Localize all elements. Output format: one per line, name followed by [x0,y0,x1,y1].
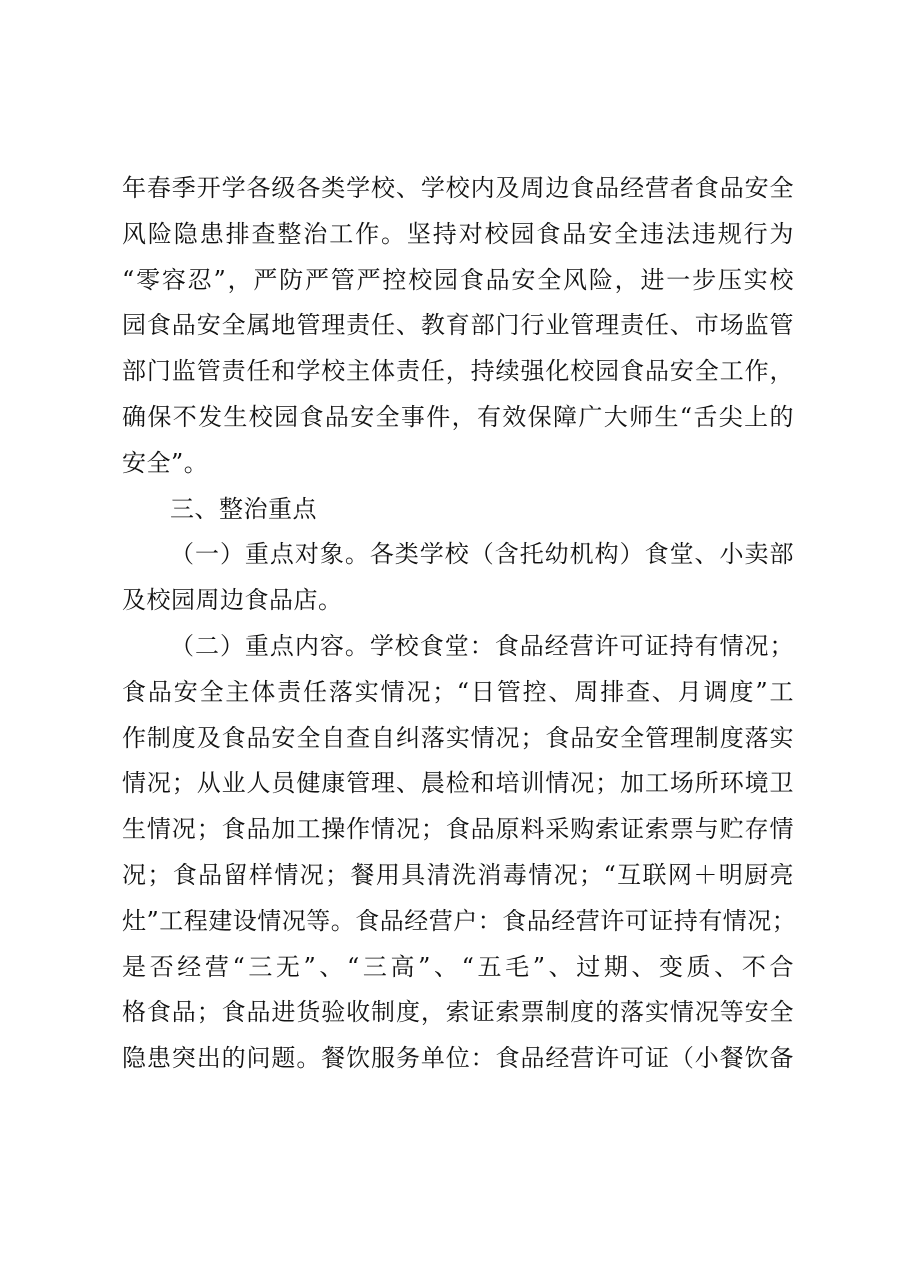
text-line: 作制度及食品安全自查自纠落实情况；食品安全管理制度落实 [122,723,794,752]
text-line: 及校园周边食品店。 [122,586,343,615]
section-heading: 三、整治重点 [170,494,317,523]
text-line: 是否经营“三无”、“三高”、“五毛”、过期、变质、不合 [122,952,794,981]
text-line: 生情况；食品加工操作情况；食品原料采购索证索票与贮存情 [122,815,794,844]
text-line: 园食品安全属地管理责任、教育部门行业管理责任、市场监管 [122,311,794,340]
text-line: 隐患突出的问题。餐饮服务单位：食品经营许可证（小餐饮备 [122,1044,794,1073]
text-line: 风险隐患排查整治工作。坚持对校园食品安全违法违规行为 [122,219,794,248]
text-line: “零容忍”，严防严管严控校园食品安全风险，进一步压实校 [122,265,794,294]
text-line: 安全”。 [122,448,209,477]
body-text [122,166,797,1082]
text-line: 食品安全主体责任落实情况；“日管控、周排查、月调度”工 [122,677,794,706]
text-line: 灶”工程建设情况等。食品经营户：食品经营许可证持有情况； [122,906,797,935]
text-line: 确保不发生校园食品安全事件，有效保障广大师生“舌尖上的 [122,402,794,431]
text-line: 情况；从业人员健康管理、晨检和培训情况；加工场所环境卫 [122,769,794,798]
text-line: （二）重点内容。学校食堂：食品经营许可证持有情况； [170,631,794,660]
text-line: 部门监管责任和学校主体责任，持续强化校园食品安全工作， [122,357,794,386]
text-line: 况；食品留样情况；餐用具清洗消毒情况；“互联网＋明厨亮 [122,860,794,889]
text-line: （一）重点对象。各类学校（含托幼机构）食堂、小卖部 [170,540,794,569]
text-line: 年春季开学各级各类学校、学校内及周边食品经营者食品安全 [122,174,794,202]
text-line: 格食品；食品进货验收制度，索证索票制度的落实情况等安全 [122,998,794,1027]
